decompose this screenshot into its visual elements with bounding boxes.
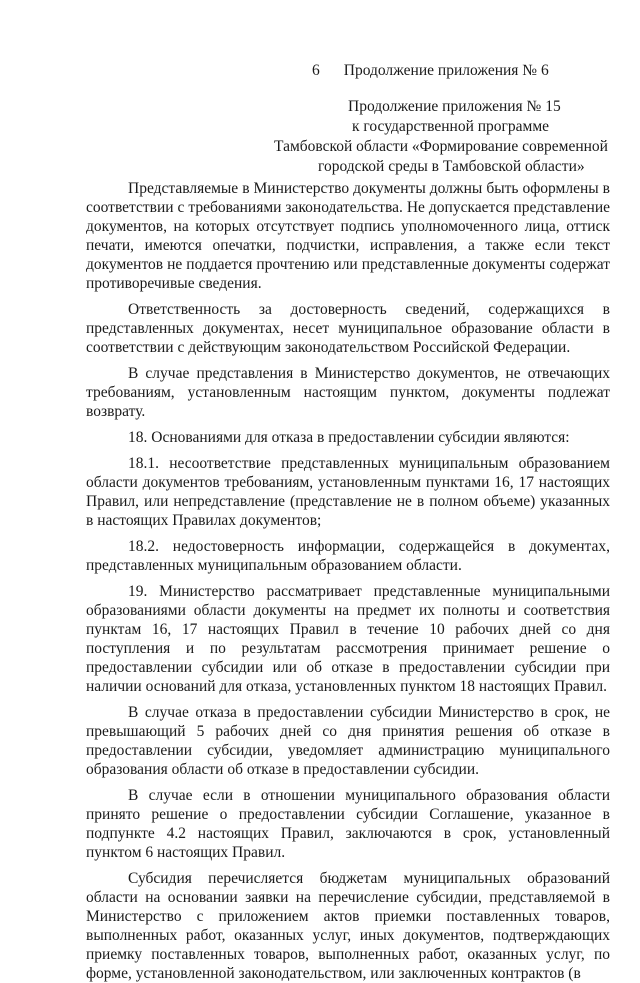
paragraph-18: 18. Основаниями для отказа в предоставлении субсидии являются: <box>128 429 570 446</box>
paragraph-18-1: 18.1. несоответствие представленных муниципальным образованием области документов требованиям, установленным пунктами 16, 17 настоящих Правил, или непредставление (представление не в полном объеме) указанных в настоящих Правилах документов; <box>86 455 610 529</box>
header-title: Продолжение приложения № 6 <box>343 62 549 79</box>
paragraph-documents-requirements: Представляемые в Министерство документы должны быть оформлены в соответствии с требованиями законодательства. Не допускается представление документов, на которых отсутствует подпись уполномоченного лица, оттиск печати, имеются опечатки, подчистки, исправления, а также если текст документов не поддается прочтению или представленные документы содержат противоречивые сведения. <box>86 180 610 292</box>
paragraph-agreement: В случае если в отношении муниципального образования области принято решение о предоставлении субсидии Соглашение, указанное в подпункте 4.2 настоящих Правил, заключаются в срок, установленный пунктом 6 настоящих Правил. <box>86 787 610 861</box>
paragraph-return-documents: В случае представления в Министерство документов, не отвечающих требованиям, установленным настоящим пунктом, документы подлежат возврату. <box>86 365 610 420</box>
paragraph-transfer: Субсидия перечисляется бюджетам муниципальных образований области на основании заявки на перечисление субсидии, представляемой в Министерство с приложением актов приемки поставленных товаров, выполненных работ, оказанных услуг, иных документов, подтверждающих приемку поставленных товаров, выполненных работ, оказанных услуг, по форме, установленной законодательством, или заключенных контрактов (в <box>86 870 610 982</box>
paragraph-19: 19. Министерство рассматривает представленные муниципальными образованиями области документы на предмет их полноты и соответствия пунктам 16, 17 настоящих Правил в течение 10 рабочих дней со дня поступления и по результатам рассмотрения принимает решение о предоставлении субсидии или об отказе в предоставлении субсидии при наличии оснований для отказа, установленных пунктом 18 настоящих Правил. <box>86 583 610 695</box>
page-header <box>312 62 549 80</box>
page-number: 6 <box>312 62 320 79</box>
paragraph-responsibility: Ответственность за достоверность сведений, содержащихся в представленных документах, несет муниципальное образование области в соответствии с действующим законодательством Российской Федерации. <box>86 301 610 356</box>
appendix-reference <box>260 97 610 177</box>
appendix-line-1: Продолжение приложения № 15 <box>348 98 561 115</box>
paragraph-18-2: 18.2. недостоверность информации, содержащейся в документах, представленных муниципальным образованием области. <box>86 538 610 574</box>
paragraph-refusal: В случае отказа в предоставлении субсидии Министерство в срок, не превышающий 5 рабочих дней со дня принятия решения об отказе в предоставлении субсидии, уведомляет администрацию муниципального образования области об отказе в предоставлении субсидии. <box>86 704 610 778</box>
document-body <box>86 179 610 983</box>
appendix-line-2: к государственной программе <box>352 118 550 135</box>
appendix-line-3: Тамбовской области «Формирование современной <box>274 138 608 155</box>
appendix-line-4: городской среды в Тамбовской области» <box>318 158 585 175</box>
